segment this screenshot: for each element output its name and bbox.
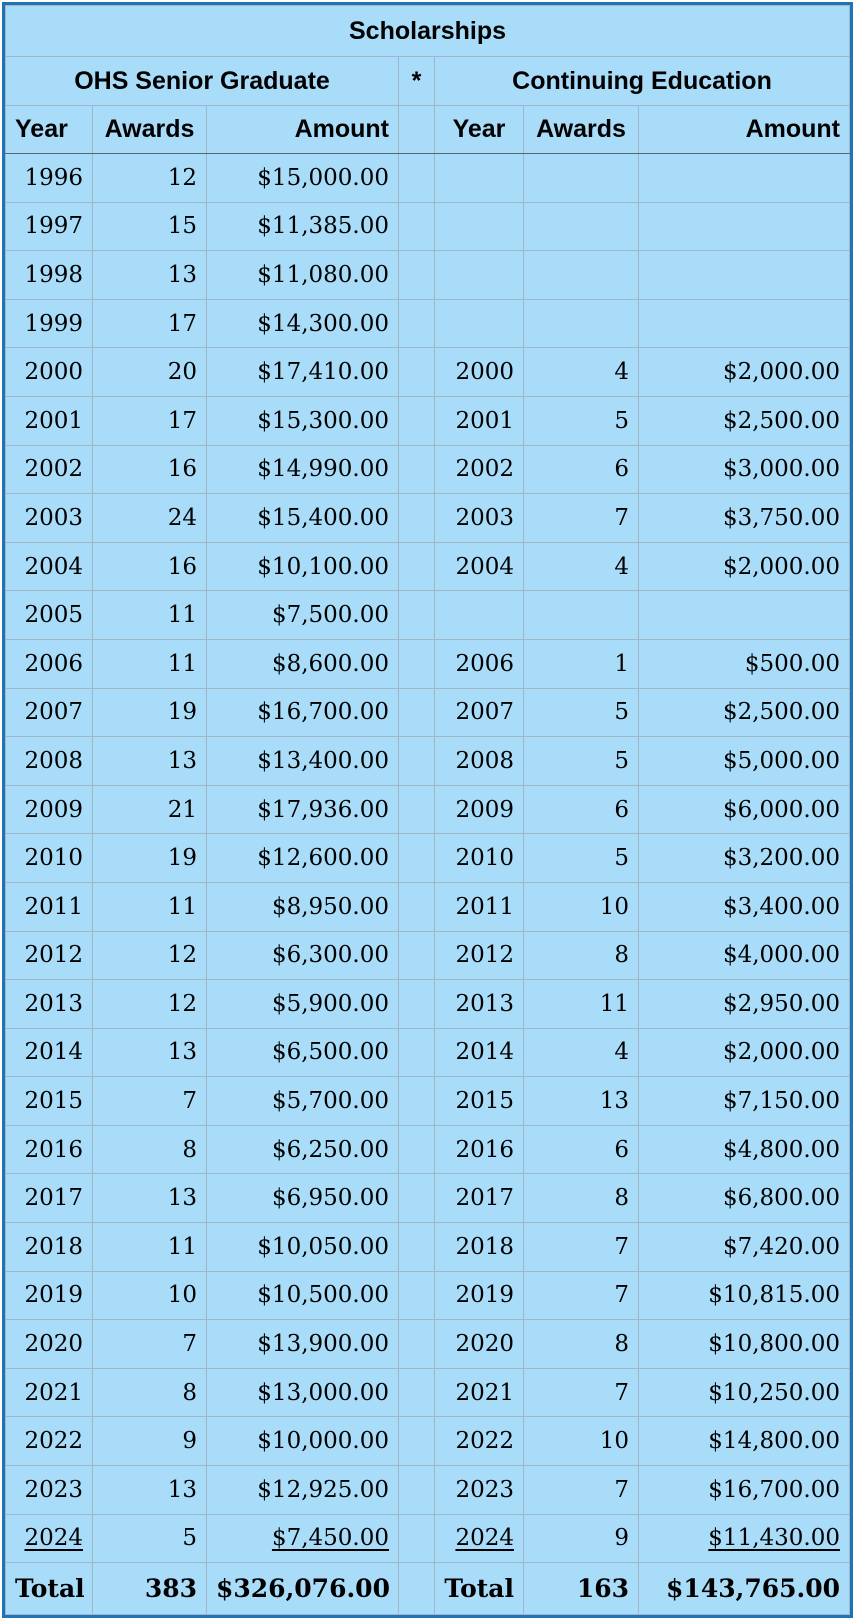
continuing-year-cell: 2014	[435, 1028, 524, 1077]
separator-cell	[399, 542, 435, 591]
senior-amount-cell: $15,400.00	[207, 494, 399, 543]
continuing-amount-cell	[639, 202, 850, 251]
continuing-year-cell: 2023	[435, 1466, 524, 1515]
senior-year-cell: 2023	[6, 1466, 93, 1515]
separator-cell	[399, 591, 435, 640]
separator-cell	[399, 639, 435, 688]
table-row	[6, 980, 850, 1029]
senior-amount-cell: $17,936.00	[207, 785, 399, 834]
continuing-awards-cell: 4	[524, 1028, 639, 1077]
continuing-awards-cell: 5	[524, 396, 639, 445]
senior-year-cell: 2008	[6, 737, 93, 786]
continuing-year-cell: 2008	[435, 737, 524, 786]
separator-cell	[399, 154, 435, 203]
table-row	[6, 1320, 850, 1369]
continuing-awards-cell	[524, 299, 639, 348]
senior-amount-cell: $6,300.00	[207, 931, 399, 980]
senior-awards-cell: 10	[93, 1271, 207, 1320]
senior-year-cell: 2006	[6, 639, 93, 688]
continuing-awards-cell: 6	[524, 785, 639, 834]
senior-amount-cell: $10,000.00	[207, 1417, 399, 1466]
continuing-year-cell: 2002	[435, 445, 524, 494]
total-amount: $143,765.00	[639, 1563, 850, 1615]
senior-awards-cell: 9	[93, 1417, 207, 1466]
continuing-awards-cell: 8	[524, 1174, 639, 1223]
separator-cell	[399, 1077, 435, 1126]
table-row	[6, 737, 850, 786]
continuing-awards-cell: 7	[524, 1466, 639, 1515]
group-header-senior-graduate: OHS Senior Graduate	[6, 57, 399, 106]
senior-year-cell: 2007	[6, 688, 93, 737]
continuing-amount-cell: $2,000.00	[639, 348, 850, 397]
continuing-year-cell: 2024	[435, 1514, 524, 1563]
senior-awards-cell: 7	[93, 1077, 207, 1126]
separator-cell	[399, 1028, 435, 1077]
separator-cell	[399, 785, 435, 834]
separator-cell	[399, 1320, 435, 1369]
senior-awards-cell: 8	[93, 1368, 207, 1417]
senior-awards-cell: 24	[93, 494, 207, 543]
senior-amount-cell: $13,000.00	[207, 1368, 399, 1417]
continuing-awards-cell: 7	[524, 494, 639, 543]
continuing-awards-cell: 8	[524, 931, 639, 980]
senior-year-cell: 2012	[6, 931, 93, 980]
continuing-amount-cell: $2,000.00	[639, 542, 850, 591]
continuing-awards-cell: 4	[524, 348, 639, 397]
senior-amount-cell: $11,385.00	[207, 202, 399, 251]
senior-amount-cell: $13,400.00	[207, 737, 399, 786]
separator-cell	[399, 1514, 435, 1563]
separator-cell	[399, 1417, 435, 1466]
table-row	[6, 348, 850, 397]
continuing-year-cell: 2004	[435, 542, 524, 591]
senior-year-cell: 1997	[6, 202, 93, 251]
table-row	[6, 1417, 850, 1466]
senior-year-cell: 2009	[6, 785, 93, 834]
separator-cell	[399, 1466, 435, 1515]
senior-year-cell: 2005	[6, 591, 93, 640]
continuing-awards-cell: 7	[524, 1223, 639, 1272]
column-header-amount: Amount	[207, 106, 399, 154]
continuing-amount-cell: $11,430.00	[639, 1514, 850, 1563]
senior-amount-cell: $16,700.00	[207, 688, 399, 737]
continuing-amount-cell	[639, 591, 850, 640]
senior-awards-cell: 12	[93, 931, 207, 980]
senior-awards-cell: 21	[93, 785, 207, 834]
senior-amount-cell: $12,600.00	[207, 834, 399, 883]
senior-year-cell: 2016	[6, 1125, 93, 1174]
senior-amount-cell: $5,900.00	[207, 980, 399, 1029]
senior-awards-cell: 12	[93, 980, 207, 1029]
continuing-year-cell: 2011	[435, 882, 524, 931]
senior-amount-cell: $17,410.00	[207, 348, 399, 397]
continuing-amount-cell: $10,800.00	[639, 1320, 850, 1369]
table-row	[6, 396, 850, 445]
table-row	[6, 1514, 850, 1563]
scholarships-table	[5, 5, 850, 1615]
senior-year-cell: 2024	[6, 1514, 93, 1563]
table-row	[6, 591, 850, 640]
continuing-amount-cell: $14,800.00	[639, 1417, 850, 1466]
total-awards: 383	[93, 1563, 207, 1615]
continuing-amount-cell	[639, 299, 850, 348]
continuing-amount-cell: $10,815.00	[639, 1271, 850, 1320]
continuing-awards-cell	[524, 202, 639, 251]
table-row	[6, 542, 850, 591]
separator-cell	[399, 737, 435, 786]
senior-awards-cell: 11	[93, 1223, 207, 1272]
table-row	[6, 931, 850, 980]
table-row	[6, 1368, 850, 1417]
continuing-year-cell: 2015	[435, 1077, 524, 1126]
continuing-awards-cell: 8	[524, 1320, 639, 1369]
senior-amount-cell: $12,925.00	[207, 1466, 399, 1515]
column-header-year: Year	[6, 106, 93, 154]
senior-awards-cell: 11	[93, 639, 207, 688]
column-header-year: Year	[435, 106, 524, 154]
senior-amount-cell: $11,080.00	[207, 251, 399, 300]
senior-awards-cell: 13	[93, 737, 207, 786]
continuing-amount-cell: $6,800.00	[639, 1174, 850, 1223]
continuing-awards-cell: 10	[524, 1417, 639, 1466]
separator-cell	[399, 299, 435, 348]
column-header-awards: Awards	[93, 106, 207, 154]
continuing-awards-cell	[524, 591, 639, 640]
senior-year-cell: 2015	[6, 1077, 93, 1126]
continuing-year-cell: 2003	[435, 494, 524, 543]
senior-amount-cell: $6,250.00	[207, 1125, 399, 1174]
senior-amount-cell: $8,600.00	[207, 639, 399, 688]
senior-awards-cell: 11	[93, 882, 207, 931]
continuing-amount-cell: $3,750.00	[639, 494, 850, 543]
continuing-amount-cell: $2,500.00	[639, 396, 850, 445]
senior-awards-cell: 13	[93, 251, 207, 300]
separator-cell	[399, 688, 435, 737]
table-row	[6, 834, 850, 883]
senior-year-cell: 2020	[6, 1320, 93, 1369]
continuing-year-cell: 2013	[435, 980, 524, 1029]
table-row	[6, 1271, 850, 1320]
continuing-amount-cell	[639, 154, 850, 203]
continuing-awards-cell: 5	[524, 834, 639, 883]
separator-cell	[399, 251, 435, 300]
senior-awards-cell: 12	[93, 154, 207, 203]
totals-row	[6, 1563, 850, 1615]
continuing-year-cell	[435, 251, 524, 300]
continuing-year-cell: 2010	[435, 834, 524, 883]
group-header-row	[6, 57, 850, 106]
senior-awards-cell: 7	[93, 1320, 207, 1369]
table-row	[6, 1223, 850, 1272]
continuing-year-cell: 2009	[435, 785, 524, 834]
column-header-awards: Awards	[524, 106, 639, 154]
senior-amount-cell: $10,100.00	[207, 542, 399, 591]
continuing-amount-cell: $7,420.00	[639, 1223, 850, 1272]
senior-amount-cell: $14,990.00	[207, 445, 399, 494]
table-row	[6, 688, 850, 737]
senior-year-cell: 2000	[6, 348, 93, 397]
senior-amount-cell: $8,950.00	[207, 882, 399, 931]
senior-year-cell: 2021	[6, 1368, 93, 1417]
continuing-amount-cell: $16,700.00	[639, 1466, 850, 1515]
table-title: Scholarships	[6, 6, 850, 57]
separator-cell	[399, 202, 435, 251]
continuing-amount-cell: $6,000.00	[639, 785, 850, 834]
total-awards: 163	[524, 1563, 639, 1615]
separator-cell	[399, 396, 435, 445]
table-row	[6, 785, 850, 834]
continuing-amount-cell: $7,150.00	[639, 1077, 850, 1126]
senior-year-cell: 2022	[6, 1417, 93, 1466]
continuing-year-cell	[435, 591, 524, 640]
table-row	[6, 299, 850, 348]
separator-cell	[399, 1223, 435, 1272]
continuing-year-cell: 2018	[435, 1223, 524, 1272]
senior-amount-cell: $6,950.00	[207, 1174, 399, 1223]
senior-awards-cell: 19	[93, 688, 207, 737]
senior-awards-cell: 8	[93, 1125, 207, 1174]
continuing-awards-cell: 7	[524, 1368, 639, 1417]
continuing-amount-cell: $3,000.00	[639, 445, 850, 494]
continuing-awards-cell: 7	[524, 1271, 639, 1320]
continuing-awards-cell: 10	[524, 882, 639, 931]
continuing-amount-cell: $3,400.00	[639, 882, 850, 931]
column-header-amount: Amount	[639, 106, 850, 154]
continuing-awards-cell: 6	[524, 445, 639, 494]
senior-amount-cell: $13,900.00	[207, 1320, 399, 1369]
total-label: Total	[435, 1563, 524, 1615]
continuing-awards-cell	[524, 251, 639, 300]
continuing-awards-cell: 13	[524, 1077, 639, 1126]
continuing-awards-cell: 6	[524, 1125, 639, 1174]
continuing-amount-cell	[639, 251, 850, 300]
table-row	[6, 1077, 850, 1126]
separator-cell	[399, 106, 435, 154]
table-row	[6, 1028, 850, 1077]
senior-year-cell: 2011	[6, 882, 93, 931]
scholarships-table-frame	[2, 2, 853, 1618]
senior-awards-cell: 19	[93, 834, 207, 883]
total-amount: $326,076.00	[207, 1563, 399, 1615]
continuing-year-cell: 2007	[435, 688, 524, 737]
senior-year-cell: 2002	[6, 445, 93, 494]
senior-year-cell: 2004	[6, 542, 93, 591]
senior-awards-cell: 5	[93, 1514, 207, 1563]
senior-year-cell: 2001	[6, 396, 93, 445]
continuing-year-cell	[435, 299, 524, 348]
continuing-amount-cell: $3,200.00	[639, 834, 850, 883]
continuing-awards-cell: 5	[524, 737, 639, 786]
continuing-awards-cell: 1	[524, 639, 639, 688]
separator-cell	[399, 348, 435, 397]
senior-year-cell: 2019	[6, 1271, 93, 1320]
separator-cell	[399, 445, 435, 494]
continuing-year-cell: 2006	[435, 639, 524, 688]
senior-year-cell: 1998	[6, 251, 93, 300]
separator-cell	[399, 494, 435, 543]
table-row	[6, 445, 850, 494]
senior-year-cell: 2013	[6, 980, 93, 1029]
senior-year-cell: 2014	[6, 1028, 93, 1077]
senior-year-cell: 2018	[6, 1223, 93, 1272]
senior-amount-cell: $10,050.00	[207, 1223, 399, 1272]
group-separator: *	[399, 57, 435, 106]
table-row	[6, 1466, 850, 1515]
senior-year-cell: 2017	[6, 1174, 93, 1223]
continuing-year-cell: 2022	[435, 1417, 524, 1466]
continuing-year-cell: 2012	[435, 931, 524, 980]
continuing-year-cell: 2017	[435, 1174, 524, 1223]
table-row	[6, 639, 850, 688]
senior-awards-cell: 13	[93, 1174, 207, 1223]
column-header-row	[6, 106, 850, 154]
continuing-awards-cell: 9	[524, 1514, 639, 1563]
senior-amount-cell: $7,450.00	[207, 1514, 399, 1563]
separator-cell	[399, 834, 435, 883]
senior-year-cell: 2003	[6, 494, 93, 543]
senior-amount-cell: $10,500.00	[207, 1271, 399, 1320]
continuing-amount-cell: $2,950.00	[639, 980, 850, 1029]
senior-awards-cell: 17	[93, 299, 207, 348]
continuing-awards-cell: 11	[524, 980, 639, 1029]
continuing-year-cell: 2021	[435, 1368, 524, 1417]
continuing-amount-cell: $4,000.00	[639, 931, 850, 980]
continuing-year-cell	[435, 154, 524, 203]
continuing-year-cell: 2016	[435, 1125, 524, 1174]
table-row	[6, 154, 850, 203]
table-row	[6, 882, 850, 931]
senior-amount-cell: $6,500.00	[207, 1028, 399, 1077]
continuing-year-cell: 2019	[435, 1271, 524, 1320]
senior-awards-cell: 15	[93, 202, 207, 251]
continuing-amount-cell: $10,250.00	[639, 1368, 850, 1417]
continuing-amount-cell: $5,000.00	[639, 737, 850, 786]
separator-cell	[399, 882, 435, 931]
continuing-year-cell	[435, 202, 524, 251]
separator-cell	[399, 1271, 435, 1320]
senior-amount-cell: $14,300.00	[207, 299, 399, 348]
senior-awards-cell: 20	[93, 348, 207, 397]
senior-awards-cell: 13	[93, 1466, 207, 1515]
table-row	[6, 1125, 850, 1174]
continuing-year-cell: 2001	[435, 396, 524, 445]
continuing-awards-cell: 5	[524, 688, 639, 737]
senior-amount-cell: $15,300.00	[207, 396, 399, 445]
separator-cell	[399, 980, 435, 1029]
separator-cell	[399, 1174, 435, 1223]
group-header-continuing-education: Continuing Education	[435, 57, 850, 106]
separator-cell	[399, 1125, 435, 1174]
senior-awards-cell: 17	[93, 396, 207, 445]
senior-year-cell: 2010	[6, 834, 93, 883]
separator-cell	[399, 1563, 435, 1615]
table-row	[6, 202, 850, 251]
senior-amount-cell: $15,000.00	[207, 154, 399, 203]
separator-cell	[399, 931, 435, 980]
senior-awards-cell: 16	[93, 445, 207, 494]
continuing-year-cell: 2000	[435, 348, 524, 397]
continuing-amount-cell: $4,800.00	[639, 1125, 850, 1174]
continuing-awards-cell: 4	[524, 542, 639, 591]
continuing-amount-cell: $2,000.00	[639, 1028, 850, 1077]
continuing-awards-cell	[524, 154, 639, 203]
senior-amount-cell: $7,500.00	[207, 591, 399, 640]
title-row	[6, 6, 850, 57]
continuing-year-cell: 2020	[435, 1320, 524, 1369]
continuing-amount-cell: $2,500.00	[639, 688, 850, 737]
total-label: Total	[6, 1563, 93, 1615]
senior-awards-cell: 13	[93, 1028, 207, 1077]
senior-year-cell: 1996	[6, 154, 93, 203]
table-row	[6, 251, 850, 300]
table-row	[6, 494, 850, 543]
table-row	[6, 1174, 850, 1223]
senior-awards-cell: 16	[93, 542, 207, 591]
continuing-amount-cell: $500.00	[639, 639, 850, 688]
senior-amount-cell: $5,700.00	[207, 1077, 399, 1126]
senior-year-cell: 1999	[6, 299, 93, 348]
senior-awards-cell: 11	[93, 591, 207, 640]
separator-cell	[399, 1368, 435, 1417]
